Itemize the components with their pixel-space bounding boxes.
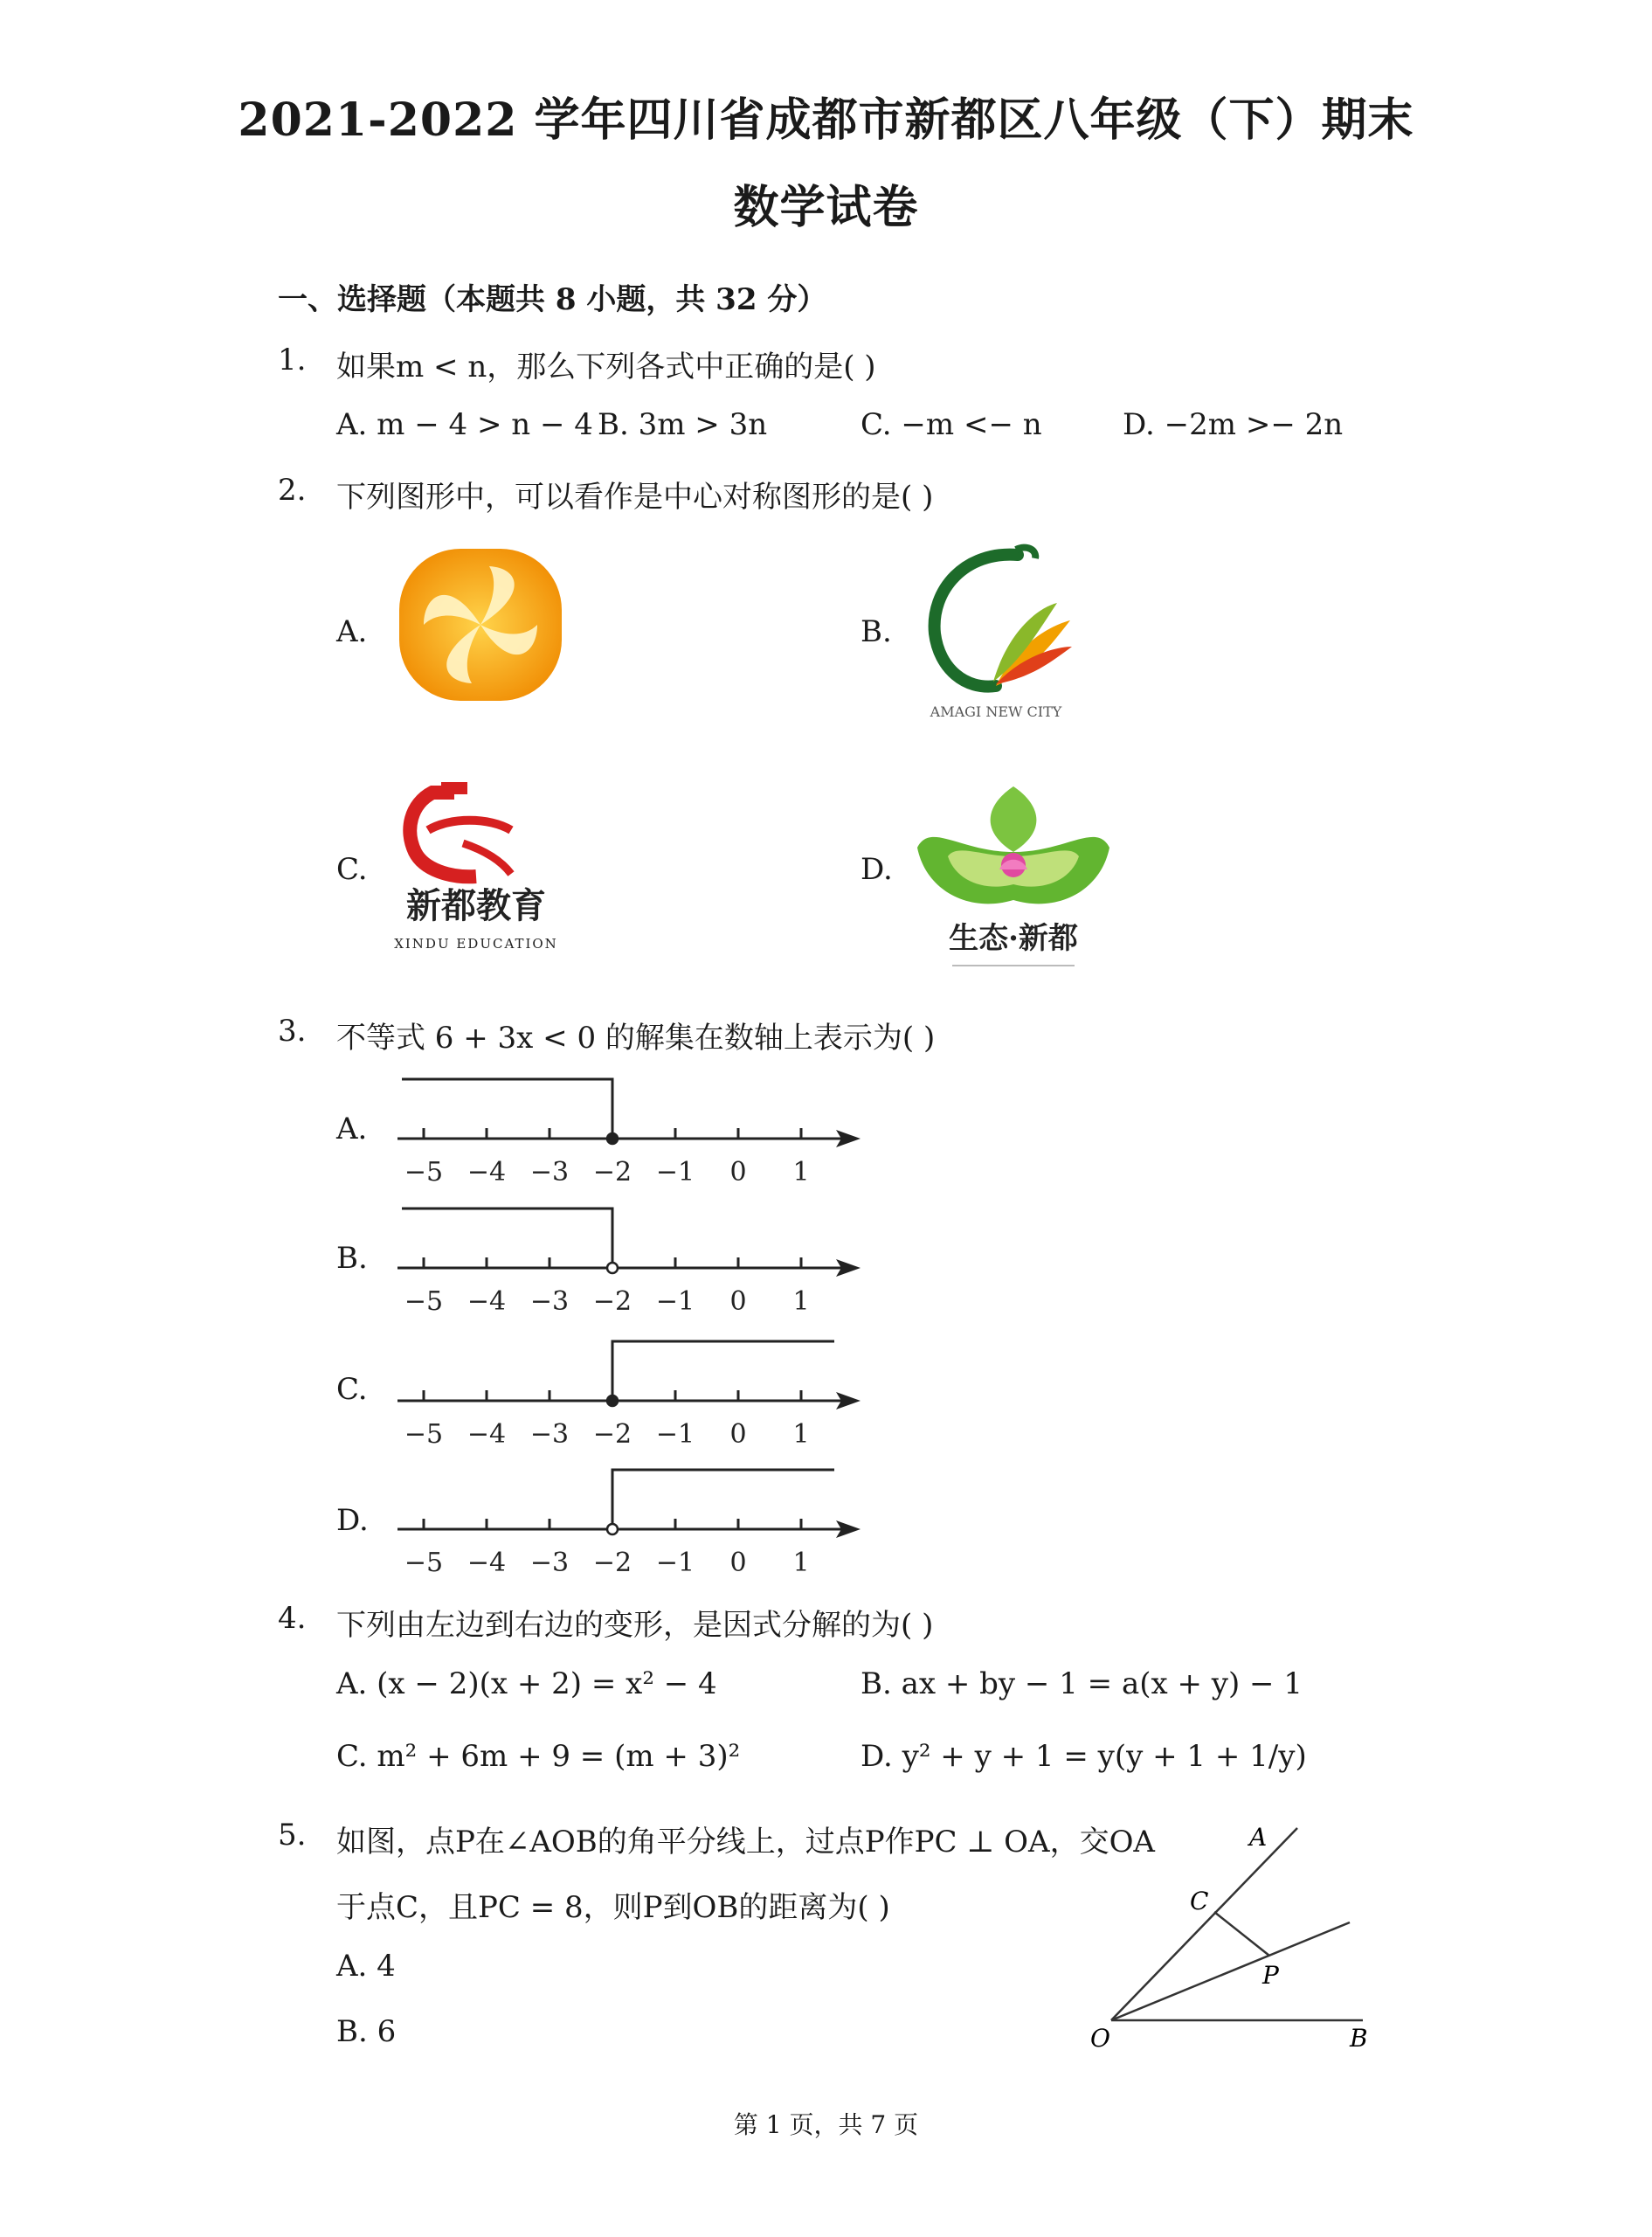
logo-b-caption: AMAGI NEW CITY: [930, 703, 1062, 720]
tick-label: 0: [729, 1419, 747, 1450]
numberline-c: [389, 1333, 878, 1464]
tick-label: −2: [592, 1548, 632, 1578]
tick-label: 0: [729, 1286, 747, 1317]
tick-label: −2: [592, 1157, 632, 1188]
label-p: P: [1262, 1961, 1279, 1990]
q2-label-b: B.: [861, 614, 892, 649]
q3-number: 3.: [278, 1014, 307, 1049]
q1-stem: 如果m < n，那么下列各式中正确的是( ): [336, 350, 876, 384]
logo-a-image: [389, 542, 572, 708]
ray-oa: [1111, 1828, 1297, 2020]
tick-label: −3: [529, 1548, 570, 1578]
q5-number: 5.: [278, 1818, 307, 1853]
tick-label: −2: [592, 1419, 632, 1450]
numberline-a: [389, 1070, 878, 1202]
q3-label-b: B.: [336, 1241, 368, 1276]
tick-label: −5: [404, 1157, 444, 1188]
label-a: A: [1249, 1823, 1268, 1852]
tick-label: −1: [655, 1286, 695, 1317]
label-b: B: [1350, 2024, 1368, 2053]
q1-option-b: B. 3m > 3n: [598, 407, 768, 442]
q5-angle-figure: [1083, 1818, 1398, 2062]
page-title: 2021-2022 学年四川省成都市新都区八年级（下）期末: [238, 93, 1414, 147]
q4-number: 4.: [278, 1601, 307, 1636]
q4-stem: 下列由左边到右边的变形，是因式分解的为( ): [336, 1608, 934, 1643]
tick-label: −3: [529, 1419, 570, 1450]
logo-d-image: [909, 769, 1118, 979]
label-c: C: [1190, 1887, 1209, 1915]
tick-label: −4: [467, 1286, 507, 1317]
tick-label: −1: [655, 1548, 695, 1578]
q4-option-c: C. m² + 6m + 9 = (m + 3)²: [336, 1739, 741, 1774]
q5-stem-line1: 如图，点P在∠AOB的角平分线上，过点P作PC ⊥ OA，交OA: [336, 1825, 1155, 1860]
tick-label: −2: [592, 1286, 632, 1317]
tick-label: −5: [404, 1419, 444, 1450]
page-footer: 第 1 页，共 7 页: [733, 2110, 919, 2139]
tick-label: −5: [404, 1286, 444, 1317]
q2-stem: 下列图形中，可以看作是中心对称图形的是( ): [336, 480, 934, 515]
tick-label: −3: [529, 1286, 570, 1317]
q1-option-a: A. m − 4 > n − 4: [336, 407, 593, 442]
tick-label: −4: [467, 1548, 507, 1578]
q1-number: 1.: [278, 343, 307, 377]
q2-label-c: C.: [336, 852, 368, 887]
tick-label: −4: [467, 1157, 507, 1188]
numberline-d: [389, 1461, 878, 1592]
q5-stem-line2: 于点C，且PC = 8，则P到OB的距离为( ): [336, 1890, 890, 1925]
q1-option-d: D. −2m >− 2n: [1123, 407, 1344, 442]
open-point: [607, 1524, 618, 1534]
tick-label: 1: [792, 1419, 810, 1450]
q3-label-d: D.: [336, 1503, 369, 1538]
q2-label-d: D.: [861, 852, 893, 887]
tick-label: 0: [729, 1548, 747, 1578]
tick-label: 0: [729, 1157, 747, 1188]
q1-option-c: C. −m <− n: [861, 407, 1042, 442]
logo-c-subcaption: XINDU EDUCATION: [394, 936, 558, 952]
q4-option-b: B. ax + by − 1 = a(x + y) − 1: [861, 1666, 1303, 1701]
label-o: O: [1090, 2024, 1110, 2053]
segment-pc: [1214, 1912, 1269, 1956]
tick-label: −1: [655, 1419, 695, 1450]
logo-c-caption: 新都教育: [406, 885, 546, 926]
tick-label: 1: [792, 1548, 810, 1578]
q3-label-a: A.: [336, 1112, 368, 1146]
closed-point: [607, 1133, 618, 1144]
tick-label: 1: [792, 1157, 810, 1188]
section-header: 一、选择题（本题共 8 小题，共 32 分）: [278, 282, 827, 317]
closed-point: [607, 1396, 618, 1406]
q3-stem: 不等式 6 + 3x < 0 的解集在数轴上表示为( ): [336, 1021, 936, 1056]
q4-option-d: D. y² + y + 1 = y(y + 1 + 1/y): [861, 1739, 1307, 1774]
tick-label: −1: [655, 1157, 695, 1188]
open-point: [607, 1263, 618, 1273]
ray-op: [1111, 1922, 1350, 2020]
tick-label: −3: [529, 1157, 570, 1188]
q2-label-a: A.: [336, 614, 368, 649]
q2-number: 2.: [278, 473, 307, 508]
logo-b-image: [913, 537, 1079, 725]
solution-bracket: [402, 1079, 612, 1139]
q3-label-c: C.: [336, 1372, 368, 1407]
logo-d-caption: 生态·新都: [949, 921, 1078, 956]
tick-label: −5: [404, 1548, 444, 1578]
q4-option-a: A. (x − 2)(x + 2) = x² − 4: [336, 1666, 717, 1701]
q5-option-a: A. 4: [336, 1949, 396, 1984]
tick-label: 1: [792, 1286, 810, 1317]
page-subtitle: 数学试卷: [733, 181, 919, 234]
q5-option-b: B. 6: [336, 2014, 397, 2049]
solution-bracket: [402, 1209, 612, 1268]
logo-c-image: [380, 782, 572, 957]
numberline-b: [389, 1200, 878, 1331]
tick-label: −4: [467, 1419, 507, 1450]
